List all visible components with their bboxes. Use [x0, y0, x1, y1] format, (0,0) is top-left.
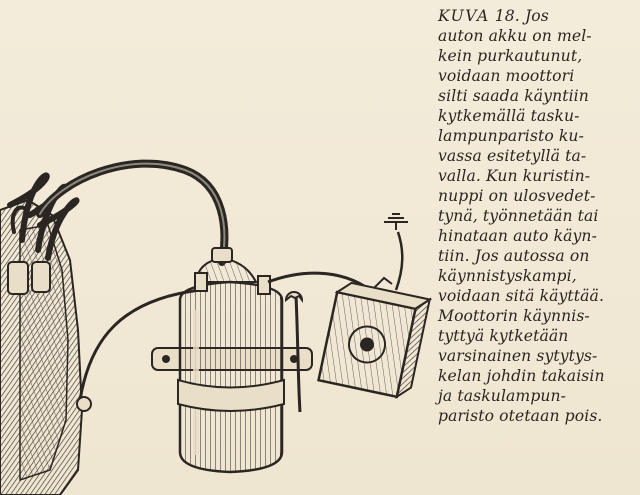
- caption-line: kein purkautunut,: [438, 47, 583, 65]
- caption-line-1: [438, 6, 636, 26]
- caption-line: tyttyä kytketään: [438, 327, 569, 345]
- figure-label: KUVA: [438, 7, 490, 25]
- caption-line: nuppi on ulosvedet-: [438, 187, 596, 205]
- caption-line: vassa esitetyllä ta-: [438, 147, 587, 165]
- caption-line: ja taskulampun-: [438, 387, 567, 405]
- caption-line: kytkemällä tasku-: [438, 107, 580, 125]
- caption-line: hinataan auto käyn-: [438, 227, 597, 245]
- caption-line: Moottorin käynnis-: [438, 307, 590, 325]
- caption-line: voidaan sitä käyttää.: [438, 287, 605, 305]
- ignition-coil: [152, 248, 312, 472]
- caption-line: auton akku on mel-: [438, 27, 592, 45]
- caption-line: valla. Kun kuristin-: [438, 167, 591, 185]
- ground-wire: [396, 232, 402, 290]
- caption-line: paristo otetaan pois.: [438, 407, 603, 425]
- ground-symbol-icon: [384, 214, 408, 230]
- caption-line: lampunparisto ku-: [438, 127, 584, 145]
- wrench-icon: [286, 292, 302, 300]
- figure-caption: [438, 6, 636, 426]
- caption-line: tiin. Jos autossa on: [438, 247, 590, 265]
- caption-line: kelan johdin takaisin: [438, 367, 605, 385]
- flashlight-battery: [319, 280, 430, 399]
- caption-text: Jos: [524, 7, 549, 25]
- caption-line: käynnistyskampi,: [438, 267, 577, 285]
- caption-line: tynä, työnnetään tai: [438, 207, 599, 225]
- caption-line: varsinainen sytytys-: [438, 347, 598, 365]
- caption-line: voidaan moottori: [438, 67, 575, 85]
- figure-number: 18.: [494, 7, 520, 25]
- caption-line: silti saada käyntiin: [438, 87, 589, 105]
